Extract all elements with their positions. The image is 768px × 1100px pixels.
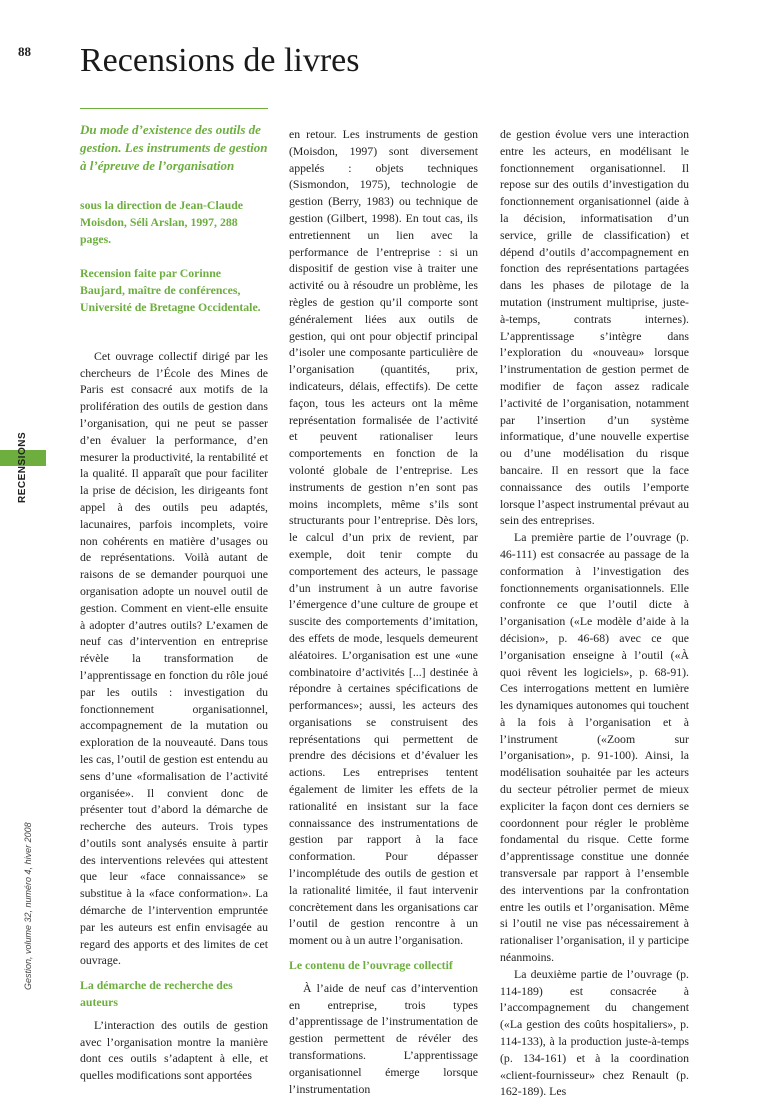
journal-reference: Gestion, volume 32, numéro 4, hiver 2008 (23, 822, 33, 990)
page-title: Recensions de livres (80, 42, 360, 79)
page-number: 88 (18, 44, 31, 59)
column-1 (80, 108, 268, 1084)
section-heading: Le contenu de l’ouvrage collectif (289, 958, 453, 973)
paragraph: Cet ouvrage collectif dirigé par les chercheurs de l’École des Mines de Paris est consacré aux motifs de la prolifération des outils de gestion dans l’organisation, qui ne peut se passer d’en évaluer la performance, d’en mesurer la productivité, la rentabilité et la qualité. Il apparaît que pour faciliter la prise de décision, les dirigeants font appel à des outils peu adaptés, lacunaires, parfois incomplets, voire non cohérents en matière d’usages ou de représentations. Voilà autant de raisons de se demander pourquoi une organisation adopte un nouvel outil de gestion. Comment en vient-elle ensuite à adopter d’autres outils? L’examen de neuf cas d’intervention en entreprise révèle la transformation de l’apprentissage en fonction du rôle joué par les outils : investigation du fonctionnement organisationnel, accompagnement de la mutation ou exploration de la nouveauté. Dans tous les cas, l’outil de gestion est entendu au sens d’une «formalisation de l’activité organisée». Il convient donc de présenter tout d’abord la démarche de recherche des auteurs. Trois types d’outils sont analysés ensuite à partir des interventions relevées qui attestent que leur «face connaissance» se substitue à la «face conformation». La démarche de l’intervention empruntée par les auteurs est enfin envisagée au regard des apports et des limites de cet ouvrage. (80, 348, 268, 968)
paragraph: en retour. Les instruments de gestion (Moisdon, 1997) sont diversement appelés : objets techniques (Sismondon, 1975), technologie de gestion (Berry, 1983) ou technique de gestion (Gilbert, 1998). En tout cas, ils entretiennent un lien avec la performance de l’entreprise : si un dispositif de gestion vise à traiter une activité ou à résoudre un problème, les règles de gestion qu’il comporte sont généralement liées aux outils de gestion, qui ont pour objectif principal d’isoler une composante particulière de l’organisation (quantités, prix, indicateurs, délais, effectifs). De cette façon, tous les acteurs ont la même représentation formalisée de l’activité et peuvent rationaliser leurs comportements en fonction de la volonté globale de l’entreprise. Les instruments de gestion n’en sont pas moins incomplets, même s’ils sont structurants pour l’entreprise. Dès lors, le calcul d’un prix de revient, par exemple, doit tenir compte du comportement des acteurs, le passage d’un instrument à un autre favorise l’émergence d’une culture de groupe et suscite des comportements d’imitation, des effets de mode, lesquels demeurent aléatoires. L’organisation est une «une combinatoire d’activités [...] destinée à répondre à certaines spécifications de performances»; aussi, les acteurs des organisations se construisent des représentations qui permettent de prendre des décisions et d’évaluer les actions. Les entreprises tentent également de limiter les effets de la rationalité en insistant sur la face connaissance des instrumentations de gestion par rapport à la face conformation. Pour dépasser l’incomplétude des outils de gestion et la rationalité limitée, il faut intervenir concrètement dans les organisations car l’outil de gestion rencontre à un moment ou à un autre l’organisation. (289, 127, 478, 948)
reviewer-credit: Recension faite par Corinne Baujard, maître de conférences, Université de Bretagne Occidentale. (80, 266, 261, 314)
book-direction: sous la direction de Jean-Claude Moisdon, Séli Arslan, 1997, 288 pages. (80, 198, 243, 246)
paragraph: L’interaction des outils de gestion avec l’organisation montre la manière dont ces outils s’adaptent à elle, et quelles modifications sont apportées (80, 1017, 268, 1083)
paragraph: La deuxième partie de l’ouvrage (p. 114-189) est consacrée à l’accompagnement du changement («La gestion des coûts hospitaliers», p. 114-133), à la production juste-à-temps (p. 134-161) et à la coordination «client-fournisseur» chez Renault (p. 162-189). Les (500, 966, 689, 1099)
paragraph: de gestion évolue vers une interaction entre les acteurs, en modélisant le fonctionnement organisationnel. Il repose sur des outils d’investigation du fonctionnement organisationnel (aide à la décision, informatisation d’un service, grille de classification) et dépend d’outils d’accompagnement en fonction des représentations partagées dans les phases de pilotage de la mutation (instrument multiprise, juste-à-temps, contrats internes). L’apprentissage s’intègre dans l’exploration du «nouveau» lorsque l’instrumentation de gestion permet de modifier de façon assez radicale l’activité de l’organisation, notamment par l’insertion d’un système informatique, d’une nouvelle expertise ou d’une modélisation du risque bancaire. Il en ressort que la face connaissance des outils l’emporte lorsque l’aspect instrumental prévaut au sein des entreprises. (500, 127, 689, 528)
column-3 (500, 126, 689, 1100)
section-heading: La démarche de recherche des auteurs (80, 978, 233, 1010)
section-side-label: RECENSIONS (17, 431, 28, 503)
paragraph: À l’aide de neuf cas d’intervention en entreprise, trois types d’apprentissage de l’instrumentation de gestion permettent de révéler des transformations. L’apprentissage organisationnel émerge lorsque l’instrumentation (289, 980, 478, 1096)
title-rule (80, 108, 268, 109)
book-title: Du mode d’existence des outils de gestion. Les instruments de gestion à l’épreuve de l’organisation (80, 122, 268, 173)
column-2 (289, 126, 478, 1097)
paragraph: La première partie de l’ouvrage (p. 46-111) est consacrée au passage de la conformation à l’investigation des fonctionnements organisationnels. Elle confronte ce que l’outil dicte à l’organisation («Le modèle d’aide à la décision», p. 46-68) avec ce que l’organisation enseigne à l’outil («À quoi rêvent les logiciels», p. 68-91). Ces interrogations mettent en lumière les dynamiques autonomes qui touchent à la fois à l’organisation et à l’instrument («Zoom sur l’organisation», p. 91-100). Ainsi, la modélisation souhaitée par les acteurs du secteur pétrolier permet de mieux expliciter la façon dont ces derniers se coordonnent pour régler le problème fondamental du risque. Cette forme d’apprentissage constitue une donnée transversale par rapport à l’ensemble des interventions par la confrontation entre les outils et l’organisation. Même si l’outil ne vise pas nécessairement à rationaliser l’organisation, il y participe néanmoins. (500, 530, 689, 965)
